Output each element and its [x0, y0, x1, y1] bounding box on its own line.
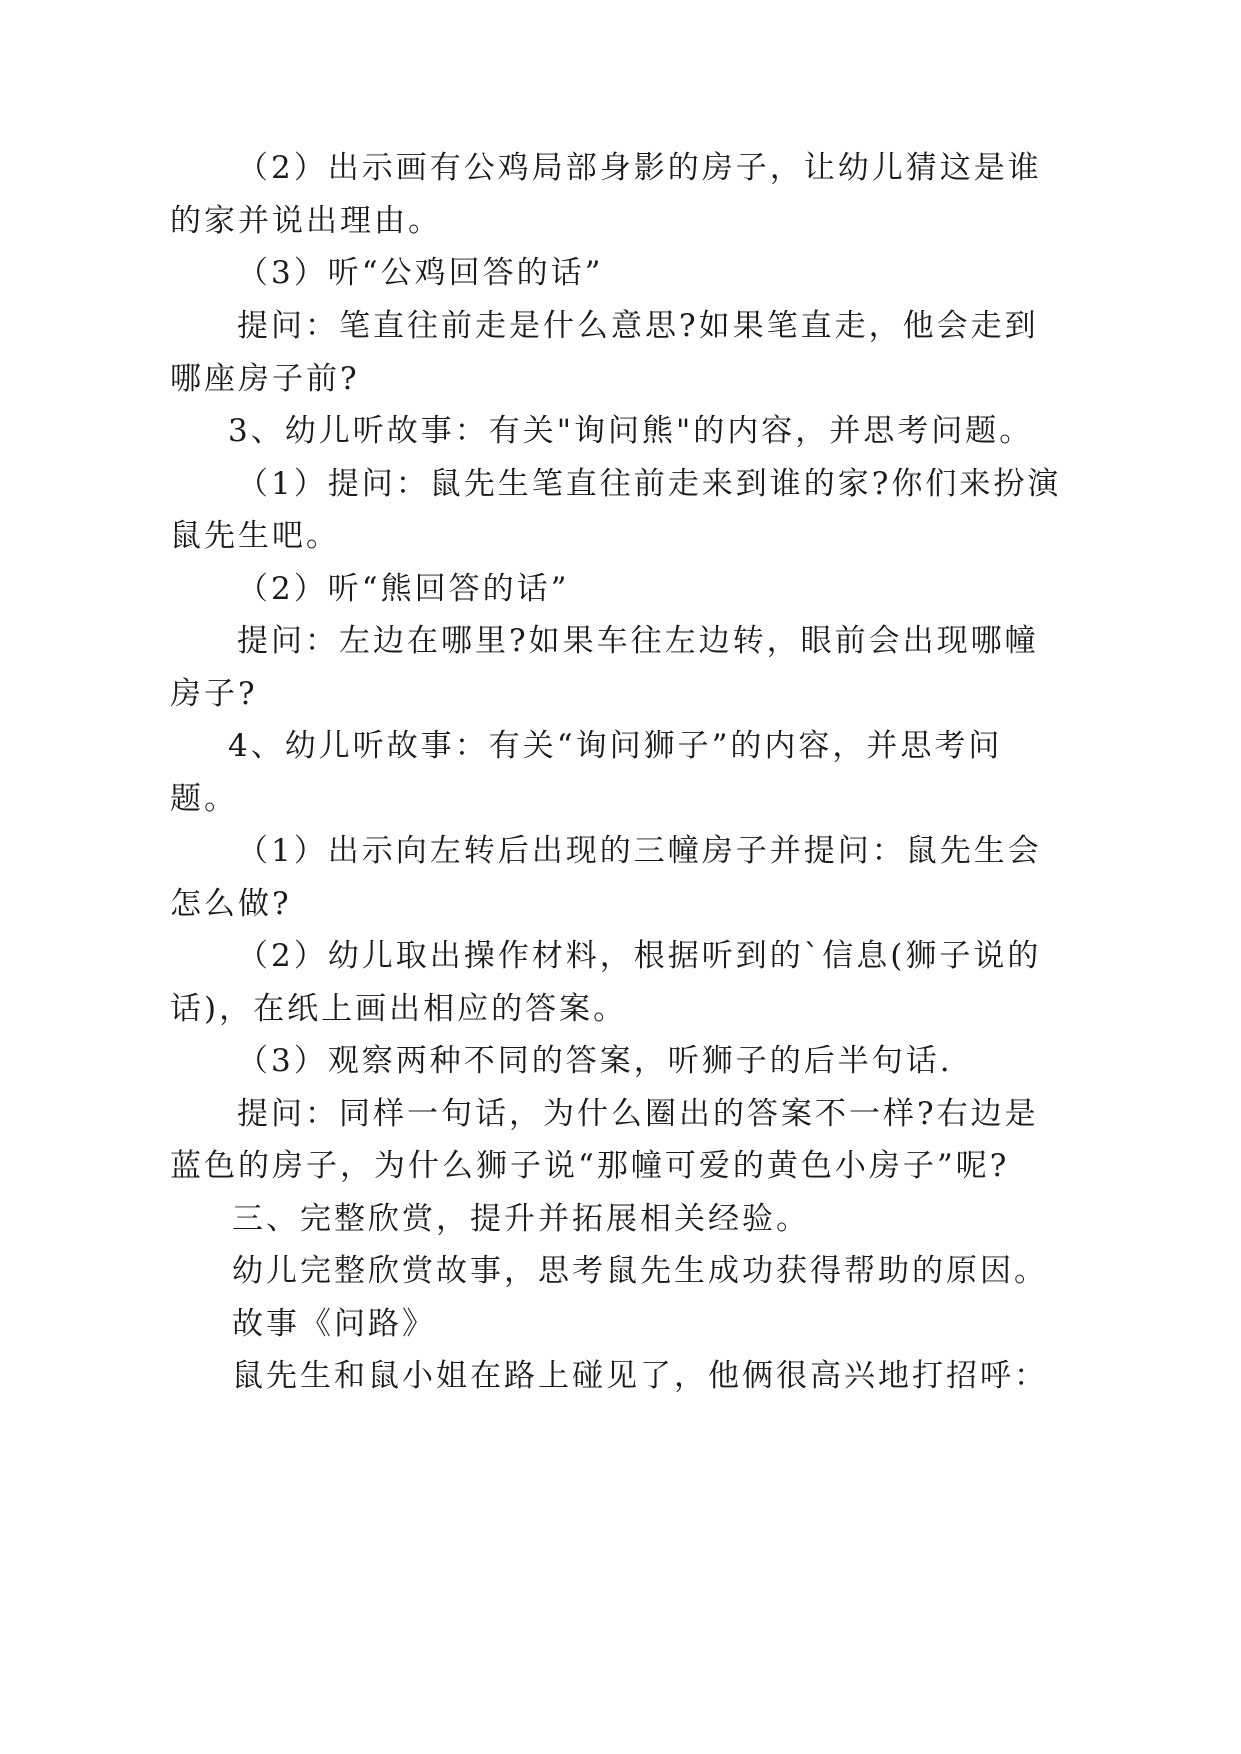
paragraph-line: （2）听“熊回答的话”	[237, 571, 570, 607]
paragraph-line: （1）提问：鼠先生笔直往前走来到谁的家?你们来扮演	[237, 466, 1062, 502]
paragraph-line: 蓝色的房子，为什么狮子说“那幢可爱的黄色小房子”呢?	[170, 1148, 1010, 1184]
paragraph-line: 怎么做?	[170, 886, 292, 922]
paragraph-line: （3）听“公鸡回答的话”	[237, 255, 604, 291]
paragraph-line: 的家并说出理由。	[170, 203, 442, 239]
paragraph-line: （2）幼儿取出操作材料，根据听到的`信息(狮子说的	[237, 938, 1042, 974]
paragraph-line: 幼儿完整欣赏故事，思考鼠先生成功获得帮助的原因。	[232, 1253, 1048, 1289]
paragraph-line: 3、幼儿听故事：有关"询问熊"的内容，并思考问题。	[228, 413, 1034, 449]
paragraph-line: （2）出示画有公鸡局部身影的房子，让幼儿猜这是谁	[237, 150, 1042, 186]
paragraph-line: 故事《问路》	[232, 1306, 436, 1342]
paragraph-line: 话)，在纸上画出相应的答案。	[170, 991, 628, 1027]
paragraph-line: 三、完整欣赏，提升并拓展相关经验。	[232, 1201, 810, 1237]
paragraph-line: 鼠先生吧。	[170, 518, 340, 554]
paragraph-line: 鼠先生和鼠小姐在路上碰见了，他俩很高兴地打招呼：	[232, 1358, 1048, 1394]
paragraph-line: 哪座房子前?	[170, 361, 360, 397]
paragraph-line: （1）出示向左转后出现的三幢房子并提问：鼠先生会	[237, 833, 1042, 869]
paragraph-line: （3）观察两种不同的答案，听狮子的后半句话.	[237, 1043, 953, 1079]
paragraph-line: 提问：同样一句话，为什么圈出的答案不一样?右边是	[237, 1096, 1039, 1132]
paragraph-line: 题。	[170, 781, 238, 817]
paragraph-line: 房子?	[170, 676, 258, 712]
paragraph-line: 提问：笔直往前走是什么意思?如果笔直走，他会走到	[237, 308, 1039, 344]
paragraph-line: 4、幼儿听故事：有关“询问狮子”的内容，并思考问	[228, 728, 1003, 764]
paragraph-line: 提问：左边在哪里?如果车往左边转，眼前会出现哪幢	[237, 623, 1039, 659]
